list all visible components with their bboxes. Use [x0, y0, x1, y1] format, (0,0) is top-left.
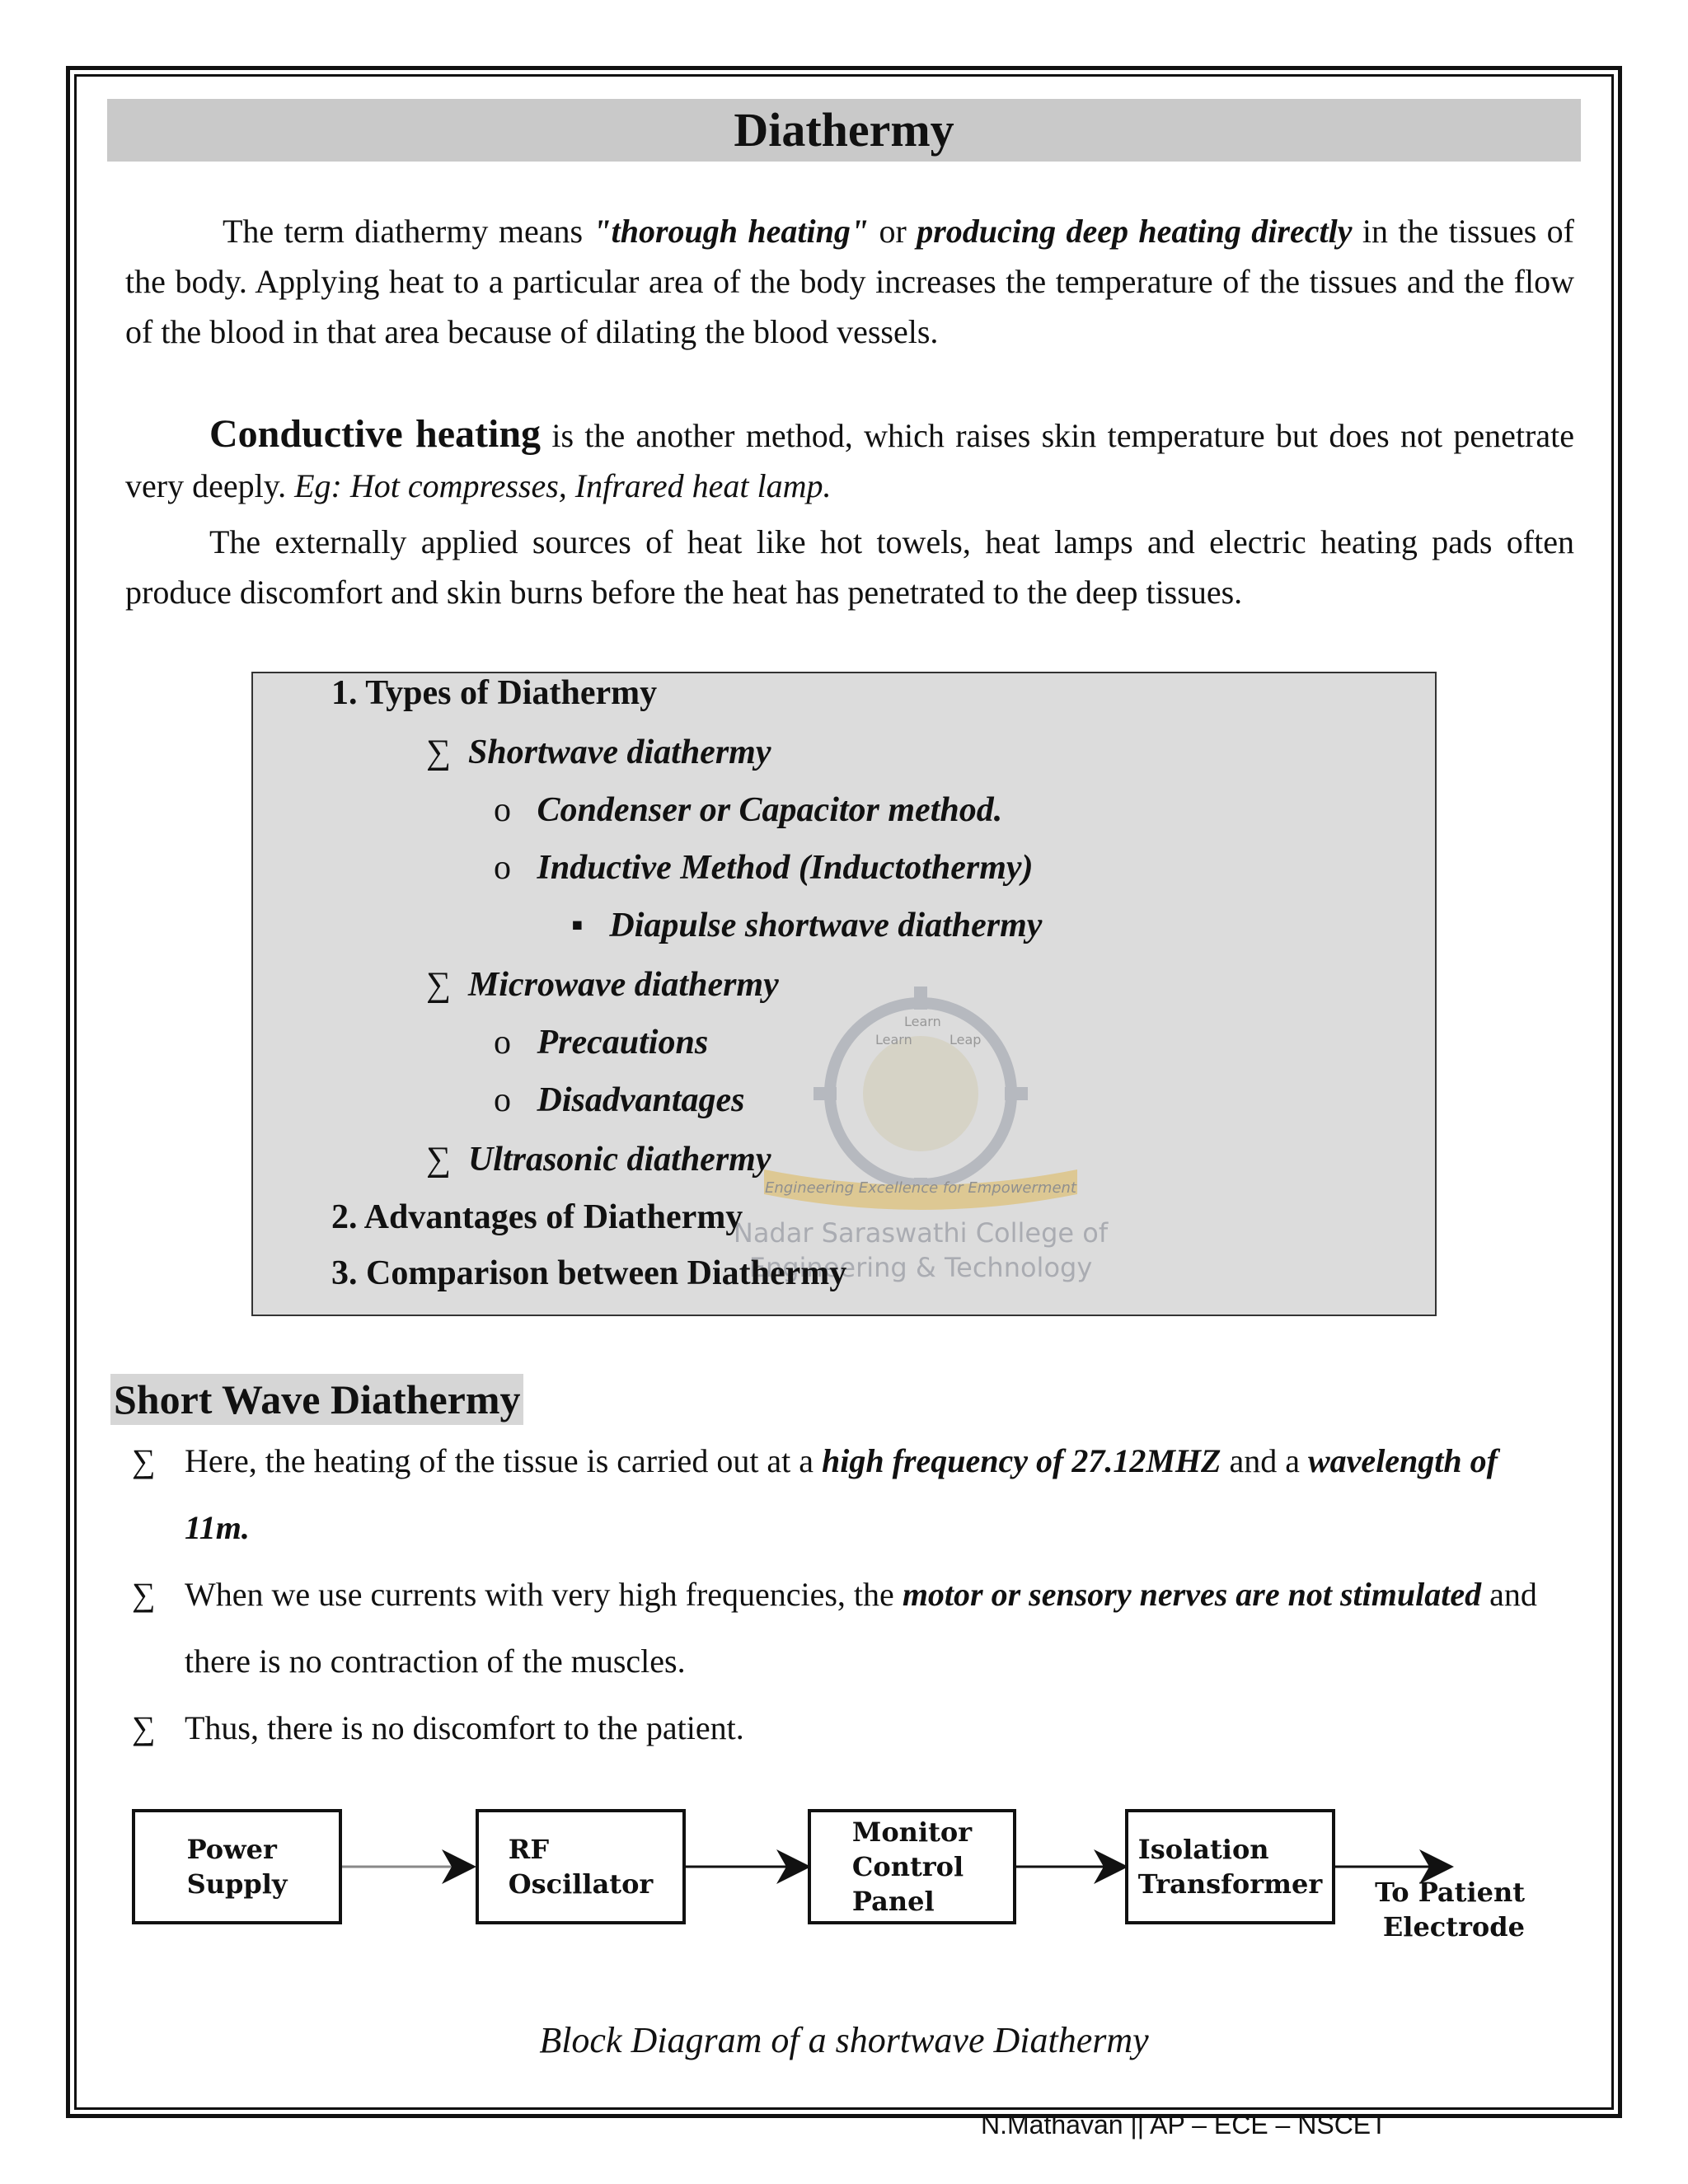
intro-paragraph-1: The term diathermy means "thorough heating" or producing deep heating directly in the tissues of the body. Applying heat to a particular area of the body increases the temperature of the tissues and the flow of the blood in that area because of dilating the blood vessels. — [125, 213, 1575, 350]
circle-bullet-icon: o — [494, 791, 511, 829]
block-diagram — [124, 1788, 1541, 1970]
contents-box — [251, 672, 1437, 1316]
toc-item-types: 1. Types of Diathermy — [331, 674, 658, 712]
conductive-heating-term: Conductive heating — [209, 412, 542, 456]
toc-item-precautions: o Precautions — [494, 1024, 709, 1062]
svg-text:Engineering Excellence for Emp: Engineering Excellence for Empowerment — [765, 1179, 1076, 1197]
sigma-bullet-icon: ∑ — [132, 1709, 156, 1746]
block-monitor-control-panel: Monitor Control Panel — [808, 1809, 1016, 1924]
sigma-bullet-icon: ∑ — [132, 1576, 156, 1613]
page-title: Diathermy — [107, 99, 1581, 162]
toc-item-advantages: 2. Advantages of Diathermy — [331, 1198, 743, 1236]
square-bullet-icon: ▪ — [571, 907, 584, 944]
patient-electrode-label: To Patient Electrode — [1375, 1877, 1525, 1943]
toc-item-comparison: 3. Comparison between Diathermy — [331, 1254, 847, 1292]
sigma-bullet-icon: ∑ — [426, 733, 451, 771]
circle-bullet-icon: o — [494, 849, 511, 887]
block-isolation-transformer: Isolation Transformer — [1125, 1809, 1335, 1924]
intro-paragraph-2: Conductive heating is the another method, which raises skin temperature but does not penetrate very deeply. Eg: Hot compresses, Infrared heat lamp. — [125, 412, 1574, 504]
toc-item-microwave: ∑ Microwave diathermy — [426, 966, 779, 1004]
svg-text:Learn: Learn — [875, 1032, 912, 1047]
toc-item-ultrasonic: ∑ Ultrasonic diathermy — [426, 1141, 771, 1179]
intro-paragraph-3: The externally applied sources of heat like hot towels, heat lamps and electric heating pads often produce discomfort and skin burns before the heat has penetrated to the deep tissues. — [125, 523, 1574, 611]
college-logo-watermark — [698, 954, 1143, 1300]
circle-bullet-icon: o — [494, 1024, 511, 1062]
sigma-bullet-icon: ∑ — [426, 1141, 451, 1179]
toc-item-shortwave: ∑ Shortwave diathermy — [426, 733, 771, 771]
toc-item-disadvantages: o Disadvantages — [494, 1081, 745, 1119]
block-power-supply: Power Supply — [132, 1809, 342, 1924]
page-footer: N.Mathavan || AP – ECE – NSCET — [981, 2110, 1387, 2139]
bullet-nerves: When we use currents with very high frequencies, the motor or sensory nerves are not stimulated and there is no contraction of the muscles. — [185, 1576, 1537, 1680]
toc-item-diapulse: ▪ Diapulse shortwave diathermy — [571, 907, 1043, 944]
svg-text:Learn: Learn — [904, 1014, 941, 1029]
bullet-discomfort: Thus, there is no discomfort to the patient. — [185, 1709, 744, 1746]
sigma-bullet-icon: ∑ — [426, 966, 451, 1004]
svg-text:Nadar Saraswathi College of: Nadar Saraswathi College of — [733, 1217, 1109, 1249]
block-rf-oscillator: RF Oscillator — [476, 1809, 686, 1924]
toc-item-condenser: o Condenser or Capacitor method. — [494, 791, 1003, 829]
bullet-frequency: Here, the heating of the tissue is carried out at a high frequency of 27.12MHZ and a wavelength of 11m. — [185, 1442, 1498, 1546]
section-heading-short-wave: Short Wave Diathermy — [110, 1374, 523, 1425]
circle-bullet-icon: o — [494, 1081, 511, 1119]
toc-item-inductive: o Inductive Method (Inductothermy) — [494, 849, 1034, 887]
svg-text:Leap: Leap — [950, 1032, 982, 1047]
sigma-bullet-icon: ∑ — [132, 1442, 156, 1479]
svg-text:Engineering & Technology: Engineering & Technology — [748, 1252, 1093, 1283]
diagram-caption: Block Diagram of a shortwave Diathermy — [539, 2020, 1149, 2060]
